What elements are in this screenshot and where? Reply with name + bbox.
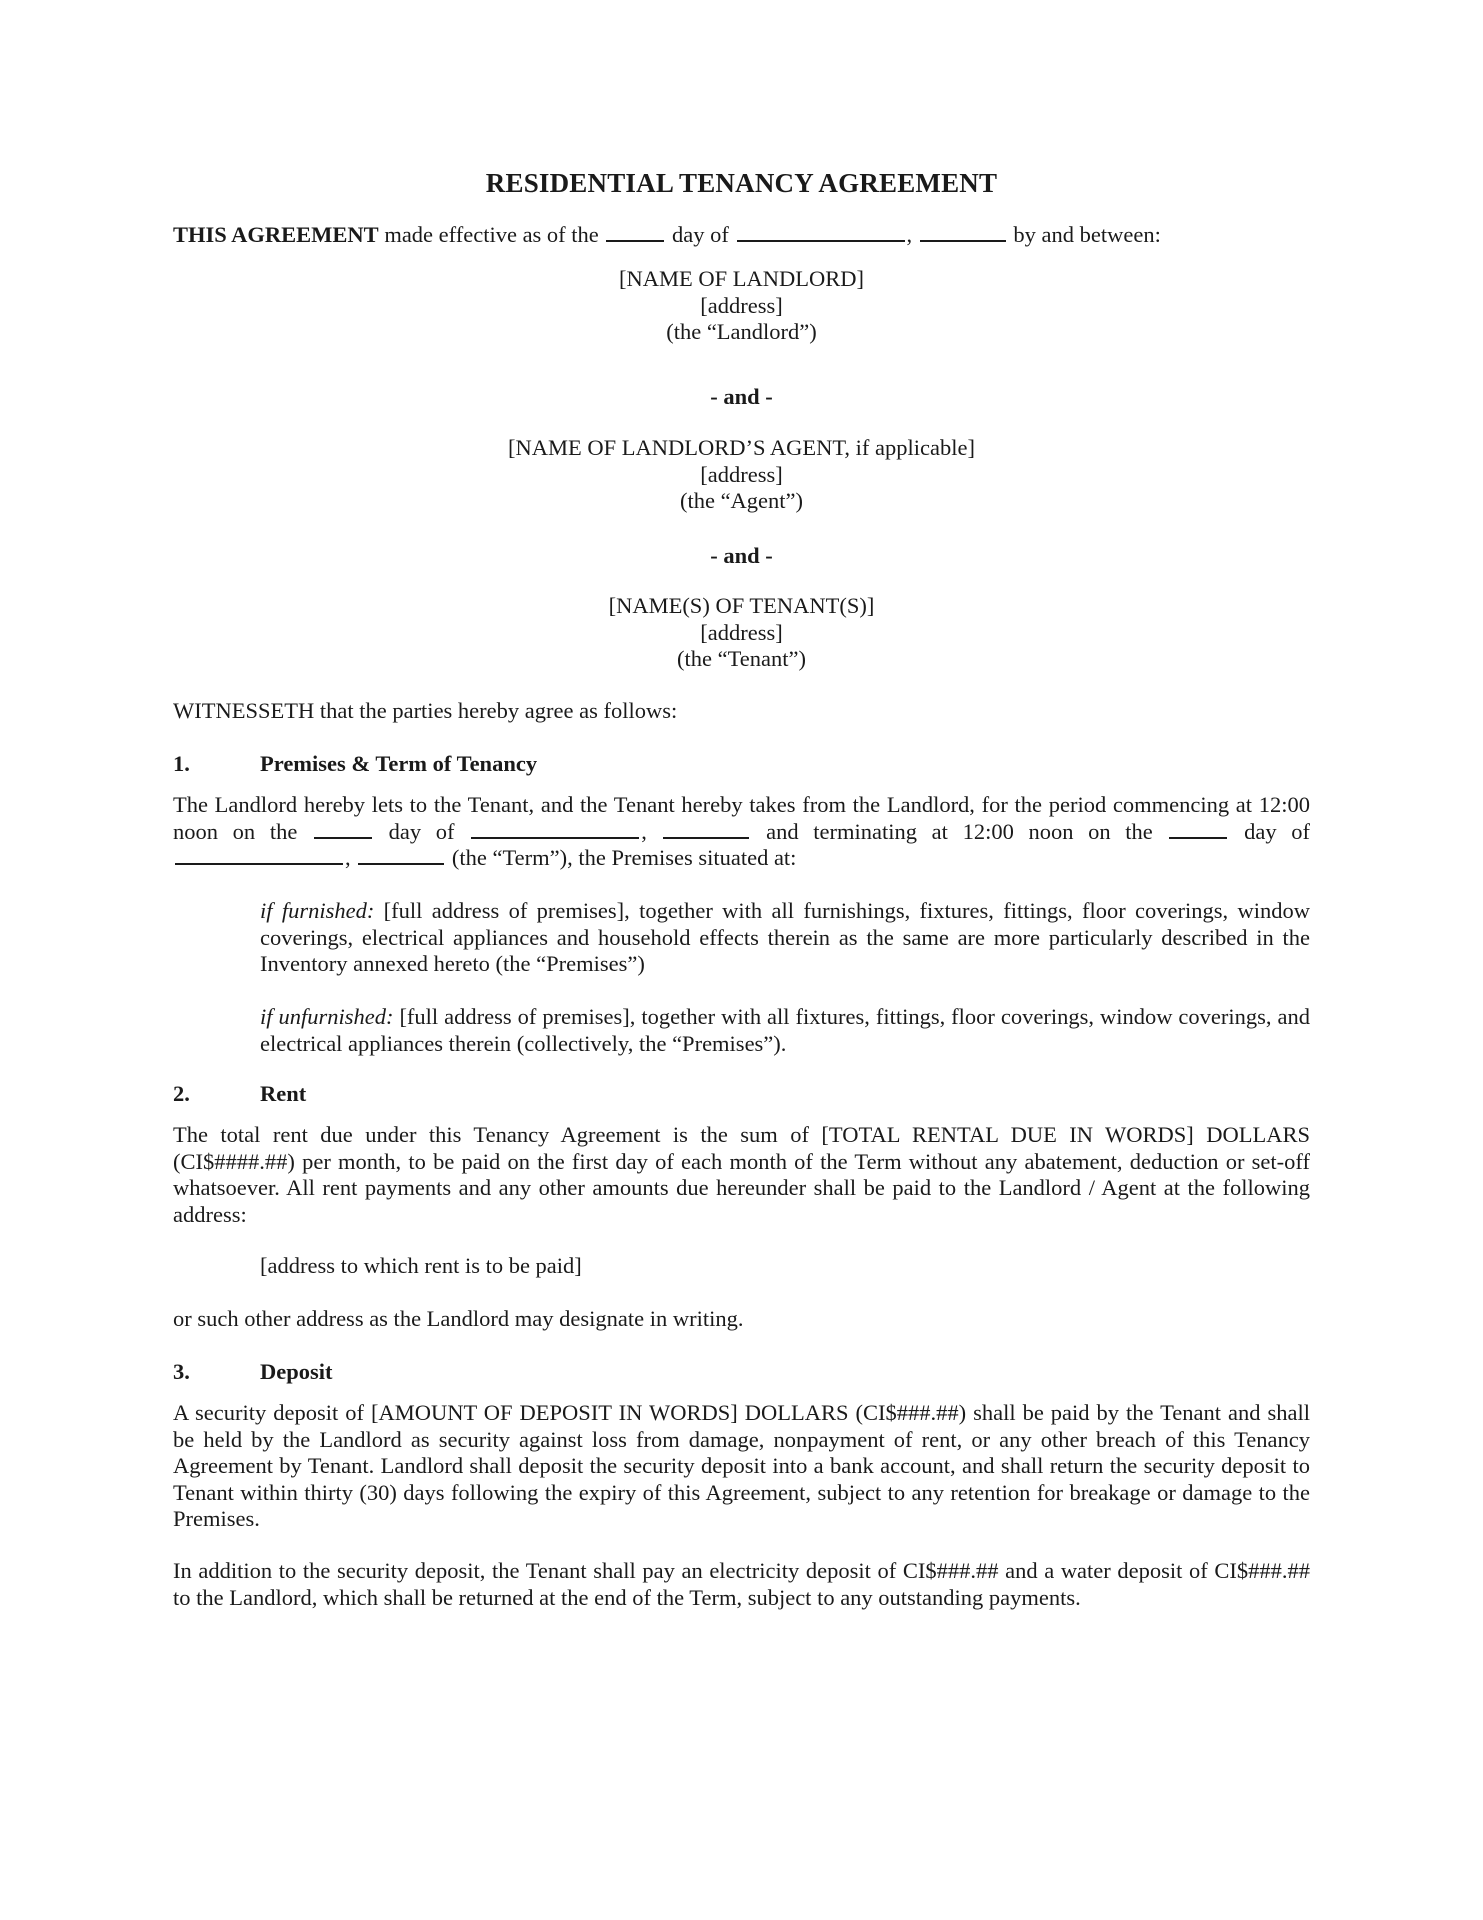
- party-separator: - and -: [710, 543, 773, 568]
- section-heading-rent: [173, 1081, 306, 1108]
- termination-day-blank[interactable]: [1169, 819, 1227, 839]
- party-address: [address]: [700, 619, 783, 645]
- document-title: RESIDENTIAL TENANCY AGREEMENT: [485, 168, 998, 198]
- party-name: [NAME OF LANDLORD]: [619, 266, 864, 291]
- section-number: 3.: [173, 1359, 190, 1384]
- rent-payment-address: [address to which rent is to be paid]: [260, 1253, 582, 1278]
- section-number: 1.: [173, 751, 190, 776]
- party-landlord: [173, 266, 1310, 346]
- party-tenant: [173, 593, 1310, 673]
- section-heading-premises: [173, 751, 537, 778]
- witnesseth-clause: WITNESSETH that the parties hereby agree as follows:: [173, 698, 678, 723]
- section-heading-deposit: [173, 1359, 333, 1386]
- paragraph-text: and terminating at 12:00 noon on the: [751, 818, 1168, 844]
- party-separator: - and -: [710, 384, 773, 409]
- intro-lead: THIS AGREEMENT: [173, 222, 379, 247]
- party-role: (the “Tenant”): [677, 646, 806, 671]
- section-number: 2.: [173, 1081, 190, 1106]
- agreement-intro: [173, 222, 1310, 249]
- party-role: (the “Landlord”): [666, 319, 817, 344]
- commencement-day-blank[interactable]: [314, 819, 372, 839]
- party-name: [NAME(S) OF TENANT(S)]: [608, 593, 875, 618]
- party-agent: [173, 435, 1310, 515]
- party-address: [address]: [700, 292, 783, 318]
- commencement-year-blank[interactable]: [663, 819, 749, 839]
- section-title: Deposit: [260, 1359, 333, 1384]
- unfurnished-label: if unfurnished:: [260, 1004, 394, 1029]
- furnished-label: if furnished:: [260, 898, 375, 923]
- party-role: (the “Agent”): [679, 488, 804, 513]
- security-deposit-paragraph: A security deposit of [AMOUNT OF DEPOSIT IN WORDS] DOLLARS (CI$###.##) shall be paid by the Tenant and shall be held by the Landlord as security against loss from damage, nonpayment of rent, or any other breach of this Tenancy Agreement by Tenant. Landlord shall deposit the security deposit into a bank account, and shall return the security deposit to Tenant within thirty (30) days following the expiry of this Agreement, subject to any retention for breakage or damage to the Premises.: [173, 1400, 1310, 1531]
- paragraph-text: ,: [641, 818, 662, 844]
- section-title: Premises & Term of Tenancy: [260, 751, 538, 776]
- effective-year-blank[interactable]: [920, 222, 1006, 242]
- paragraph-text: The Landlord hereby lets to the Tenant, and the Tenant hereby takes from the Landlord, for the period commencing at 12:00 noon on the: [173, 792, 1310, 844]
- rent-paragraph: The total rent due under this Tenancy Agreement is the sum of [TOTAL RENTAL DUE IN WORDS] DOLLARS (CI$####.##) per month, to be paid on the first day of each month of the Term without any abatement, deduction or set-off whatsoever. All rent payments and any other amounts due hereunder shall be paid to the Landlord / Agent at the following address:: [173, 1122, 1310, 1227]
- paragraph-text: ,: [345, 845, 357, 870]
- utility-deposit-paragraph: In addition to the security deposit, the Tenant shall pay an electricity deposit of CI$###.## and a water deposit of CI$###.## to the Landlord, which shall be returned at the end of the Term, subject to any outstanding payments.: [173, 1558, 1310, 1610]
- commencement-month-blank[interactable]: [471, 819, 639, 839]
- paragraph-text: day of: [373, 818, 470, 844]
- intro-text: by and between:: [1007, 222, 1161, 247]
- paragraph-text: day of: [1229, 818, 1311, 844]
- furnished-text: [full address of premises], together with all furnishings, fixtures, fittings, floor coverings, window coverings, electrical appliances and household effects therein as the same are more particularly described in the Inventory annexed hereto (the “Premises”): [260, 898, 1310, 976]
- termination-month-blank[interactable]: [175, 845, 343, 865]
- paragraph-text: (the “Term”), the Premises situated at:: [446, 845, 797, 870]
- rent-alternate-address-clause: or such other address as the Landlord may designate in writing.: [173, 1306, 744, 1331]
- intro-text: ,: [906, 222, 918, 247]
- intro-text: day of: [666, 222, 735, 247]
- section-title: Rent: [260, 1081, 307, 1106]
- effective-day-blank[interactable]: [606, 222, 664, 242]
- furnished-option: [260, 898, 1310, 978]
- intro-text: made effective as of the: [378, 222, 605, 247]
- premises-term-paragraph: [173, 792, 1310, 872]
- termination-year-blank[interactable]: [358, 845, 444, 865]
- party-name: [NAME OF LANDLORD’S AGENT, if applicable]: [507, 435, 975, 460]
- party-address: [address]: [700, 461, 783, 487]
- unfurnished-option: [260, 1004, 1310, 1057]
- effective-month-blank[interactable]: [737, 222, 905, 242]
- unfurnished-text: [full address of premises], together with all fixtures, fittings, floor coverings, window coverings, and electrical appliances therein (collectively, the “Premises”).: [260, 1004, 1310, 1056]
